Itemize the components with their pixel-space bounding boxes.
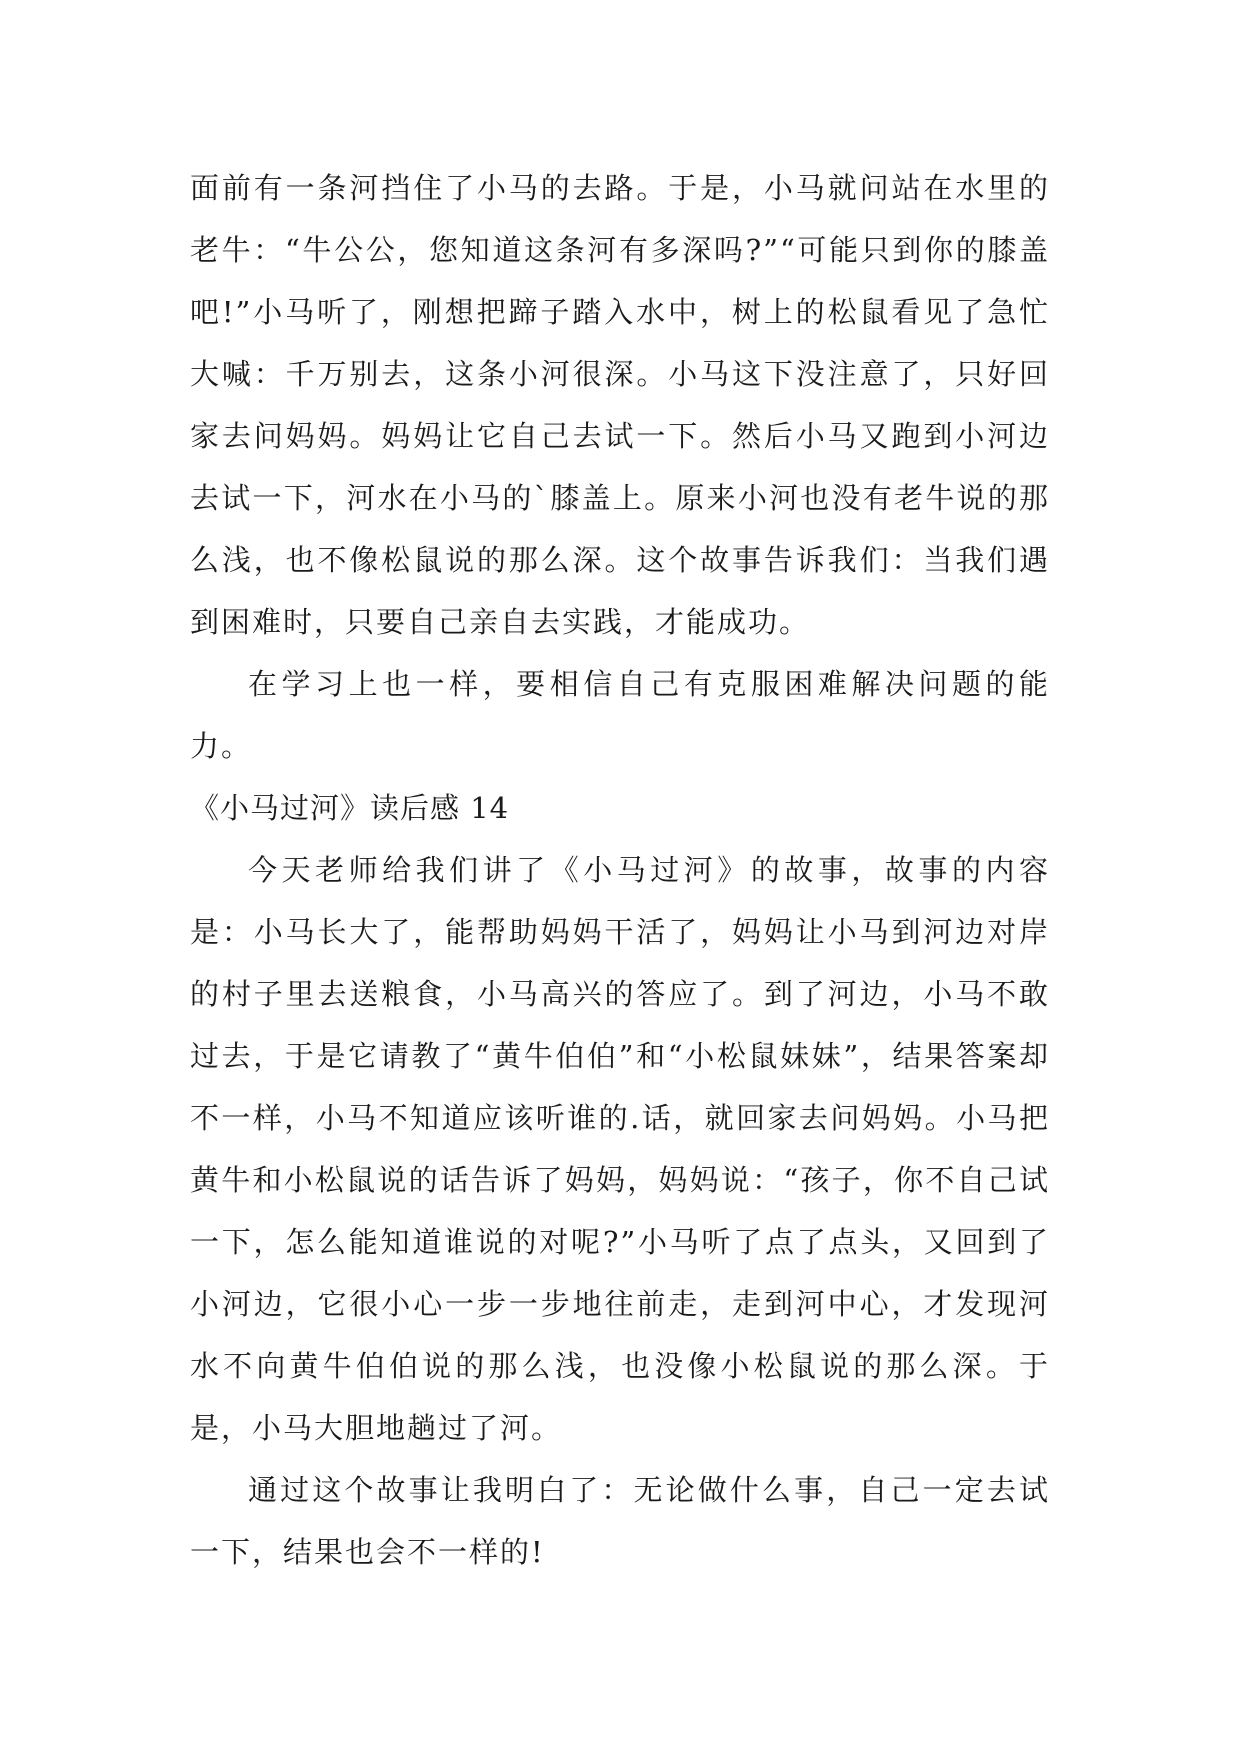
section-heading: 《小马过河》读后感 14 (190, 791, 510, 825)
paragraph-conclusion: 通过这个故事让我明白了：无论做什么事，自己一定去试一下，结果也会不一样的! (190, 1473, 1050, 1569)
paragraph-story-summary: 今天老师给我们讲了《小马过河》的故事，故事的内容是：小马长大了，能帮助妈妈干活了，妈妈让小马到河边对岸的村子里去送粮食，小马高兴的答应了。到了河边，小马不敢过去，于是它请教了“黄牛伯伯”和“小松鼠妹妹”，结果答案却不一样，小马不知道应该听谁的.话，就回家去问妈妈。小马把黄牛和小松鼠说的话告诉了妈妈，妈妈说：“孩子，你不自己试一下，怎么能知道谁说的对呢?”小马听了点了点头，又回到了小河边，它很小心一步一步地往前走，走到河中心，才发现河水不向黄牛伯伯说的那么浅，也没像小松鼠说的那么深。于是，小马大胆地趟过了河。 (190, 853, 1050, 1445)
paragraph-study-lesson: 在学习上也一样，要相信自己有克服困难解决问题的能力。 (190, 667, 1050, 763)
document-body (190, 157, 1050, 1583)
paragraph-story-ending: 面前有一条河挡住了小马的去路。于是，小马就问站在水里的老牛：“牛公公，您知道这条河有多深吗?”“可能只到你的膝盖吧!”小马听了，刚想把蹄子踏入水中，树上的松鼠看见了急忙大喊：千万别去，这条小河很深。小马这下没注意了，只好回家去问妈妈。妈妈让它自己去试一下。然后小马又跑到小河边去试一下，河水在小马的`膝盖上。原来小河也没有老牛说的那么浅，也不像松鼠说的那么深。这个故事告诉我们：当我们遇到困难时，只要自己亲自去实践，才能成功。 (190, 171, 1050, 639)
